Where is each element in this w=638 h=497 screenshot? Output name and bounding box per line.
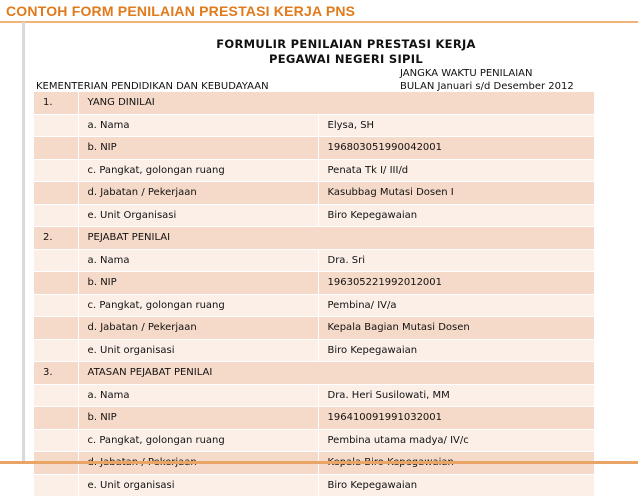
section-heading: ATASAN PEJABAT PENILAI xyxy=(78,362,594,385)
slide-title: CONTOH FORM PENILAIAN PRESTASI KERJA PNS xyxy=(6,3,356,19)
section-header-row xyxy=(34,227,594,250)
bottom-accent-bar xyxy=(0,461,638,464)
field-value: Biro Kepegawaian xyxy=(318,204,594,227)
field-value: Biro Kepegawaian xyxy=(318,339,594,362)
table-row xyxy=(34,474,594,497)
field-label: a. Nama xyxy=(78,249,318,272)
title-divider xyxy=(0,21,638,23)
field-label: c. Pangkat, golongan ruang xyxy=(78,294,318,317)
table-row xyxy=(34,407,594,430)
form-panel xyxy=(26,24,626,491)
field-label: c. Pangkat, golongan ruang xyxy=(78,429,318,452)
field-value: 196410091991032001 xyxy=(318,407,594,430)
table-row xyxy=(34,249,594,272)
table-row xyxy=(34,159,594,182)
field-label: b. NIP xyxy=(78,272,318,295)
period-value: BULAN Januari s/d Desember 2012 xyxy=(400,81,574,92)
field-value: 196305221992012001 xyxy=(318,272,594,295)
section-header-row xyxy=(34,362,594,385)
field-label: d. Jabatan / Pekerjaan xyxy=(78,182,318,205)
field-label: b. NIP xyxy=(78,137,318,160)
table-row xyxy=(34,272,594,295)
field-label: e. Unit organisasi xyxy=(78,474,318,497)
field-value: 196803051990042001 xyxy=(318,137,594,160)
field-value: Dra. Sri xyxy=(318,249,594,272)
field-label: a. Nama xyxy=(78,384,318,407)
form-title-line2: PEGAWAI NEGERI SIPIL xyxy=(269,52,423,66)
field-value: Kasubbag Mutasi Dosen I xyxy=(318,182,594,205)
field-label: a. Nama xyxy=(78,114,318,137)
field-value: Pembina utama madya/ IV/c xyxy=(318,429,594,452)
section-number: 3. xyxy=(34,362,78,385)
section-heading: PEJABAT PENILAI xyxy=(78,227,594,250)
table-row xyxy=(34,384,594,407)
field-value: Kepala Bagian Mutasi Dosen xyxy=(318,317,594,340)
field-label: d. Jabatan / Pekerjaan xyxy=(78,317,318,340)
assessment-period xyxy=(400,67,574,93)
section-number: 1. xyxy=(34,92,78,114)
field-value: Penata Tk I/ III/d xyxy=(318,159,594,182)
assessment-table xyxy=(34,92,595,497)
field-value: Biro Kepegawaian xyxy=(318,474,594,497)
field-value: Elysa, SH xyxy=(318,114,594,137)
table-row xyxy=(34,317,594,340)
section-heading: YANG DINILAI xyxy=(78,92,594,114)
table-row xyxy=(34,429,594,452)
table-row xyxy=(34,339,594,362)
table-row xyxy=(34,137,594,160)
section-number: 2. xyxy=(34,227,78,250)
field-value: Pembina/ IV/a xyxy=(318,294,594,317)
form-title-line1: FORMULIR PENILAIAN PRESTASI KERJA xyxy=(216,37,476,51)
ministry-label: KEMENTERIAN PENDIDIKAN DAN KEBUDAYAAN xyxy=(36,81,269,92)
section-header-row xyxy=(34,92,594,114)
period-label: JANGKA WAKTU PENILAIAN xyxy=(400,68,533,79)
table-row xyxy=(34,182,594,205)
panel-left-border xyxy=(22,22,25,462)
field-value: Dra. Heri Susilowati, MM xyxy=(318,384,594,407)
field-label: c. Pangkat, golongan ruang xyxy=(78,159,318,182)
field-label: e. Unit organisasi xyxy=(78,339,318,362)
table-row xyxy=(34,294,594,317)
table-row xyxy=(34,114,594,137)
field-label: b. NIP xyxy=(78,407,318,430)
table-row xyxy=(34,204,594,227)
field-label: e. Unit Organisasi xyxy=(78,204,318,227)
